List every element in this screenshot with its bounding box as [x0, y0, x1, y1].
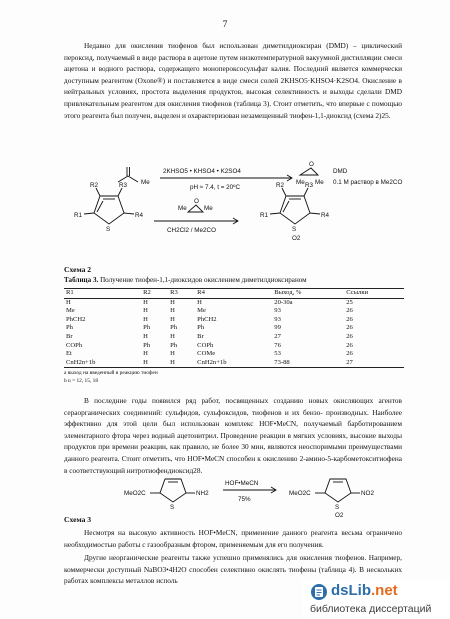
table-cell: H [170, 307, 175, 315]
table-cell: H [197, 298, 202, 306]
table-cell: 25 [346, 298, 353, 306]
table-cell: 20-30a [274, 298, 293, 306]
table-cell: H [143, 307, 148, 315]
watermark-subtitle: библиотека диссертаций [310, 603, 432, 615]
paragraph-dmd-intro-text: Недавно для окисления тиофенов был использован диметилдиоксиран (DMD) – циклический пероксид, получаемый в виде раствора в ацетоне путем низкотемпературной вакуумной дистилляции смеси ацетона и водного раствора, содержащего монопероксосульфат калия. Последний является коммерчески доступным реагентом (Oxone®) и поставляется в виде смеси солей 2KHSO5·KHSO4·K2SO4. Окисление в нейтральных условиях, простота выделения продуктов, высокая селективность и выходы сделали DMD привлекательным реагентом для окисления тиофенов (таблица 3). Стоит отметить, что впервые с помощью этого реагента был получен, выделен и охарактеризован незамещенный тиофен-1,1-диоксид (схема 2)25. [64, 41, 402, 120]
table-cell: PhCH2 [66, 315, 86, 323]
table-cell: 26 [346, 332, 353, 340]
col-header-r1: R1 [64, 289, 141, 299]
left-r2-label: R2 [90, 182, 99, 189]
watermark-title[interactable] [331, 582, 398, 599]
dmd-me2-label: Me [315, 179, 324, 186]
table-note-a: a выход на введенный в реакцию тиофен [64, 370, 158, 376]
second-conditions-label: CH2Cl2 / Me2CO [167, 227, 216, 234]
paragraph-hof-mecn-text: В последние годы появился ряд работ, посвященных созданию новых окисляющих агентов сераорганических соединений: сульфидов, сульфоксидов, тиофенов и их бензо- производных. Наиболее эффективно для этой цели был использован комплекс HOF•MeCN, получаемый барботированием элементарного фтора через водный ацетонитрил. Проведение реакции в мягких условиях, высокие выходы продуктов при времени реакции, как правило, не более 30 мин, являются неоспоримыми преимуществами данного реагента. Стоит отметить, что HOF•MeCN способен к окислению 2-амино-5-карбометокситиофена в соответствующий нитротиофендиоксид28. [64, 396, 402, 475]
table-cell: H [170, 298, 175, 306]
table-cell: Ph [197, 324, 205, 332]
right-ester-label: MeO2C [289, 490, 311, 497]
table-cell: H [143, 332, 148, 340]
table-cell: PhCH2 [197, 315, 217, 323]
col-header-yield: Выход, % [272, 289, 344, 299]
table-cell: 27 [344, 359, 404, 368]
paragraph-hof-limits [64, 527, 402, 550]
paragraph-hof-limits-text: Несмотря на высокую активность HOF•MeCN, применение данного реагента весьма ограничено необходимостью работы с газообразным фтором, применяемым для его получения. [64, 528, 402, 549]
right-o2-label: O2 [335, 512, 344, 519]
table-cell: 26 [346, 307, 353, 315]
left-r3-label: R3 [119, 182, 128, 189]
amino-group-label: NH2 [196, 490, 209, 497]
table-cell: Ph [143, 341, 151, 349]
table-cell: H [170, 315, 175, 323]
dmd-ring-o-label: O [309, 161, 314, 168]
table-note-b: b n = 12, 15, 18 [64, 378, 99, 384]
table-cell: Ph [170, 324, 178, 332]
table-cell: Et [66, 350, 72, 358]
right-r3-label: R3 [305, 182, 314, 189]
col-header-r4: R4 [195, 289, 272, 299]
table-cell: 26 [346, 341, 353, 349]
dslib-logo-icon [310, 583, 328, 601]
dmd-me1-label: Me [296, 179, 305, 186]
table-cell: CnH2n+1b [64, 359, 141, 368]
left-ester-label: MeO2C [124, 490, 146, 497]
second-reagent-me1-label: Me [178, 205, 187, 212]
table-3-caption-text: Получение тиофен-1,1-диоксидов окислением диметилдиоксираном [100, 276, 307, 284]
table-cell: 93 [274, 315, 281, 323]
table-cell: 73-88 [272, 359, 344, 368]
table-cell: Br [66, 332, 73, 340]
table-cell: 53 [274, 350, 281, 358]
table-cell: Me [66, 307, 75, 315]
table-cell: 76 [274, 341, 281, 349]
right-r4-label: R4 [321, 212, 330, 219]
col-header-refs: Ссылки [344, 289, 404, 299]
oxone-conditions-label: pH ≈ 7.4, t = 20ºC [190, 184, 241, 191]
hof-reagent-label: HOF•MeCN [225, 480, 259, 487]
scheme-2-label: Схема 2 [64, 265, 92, 274]
scheme-3-yield-label: 75% [238, 496, 251, 503]
table-cell: 26 [346, 324, 353, 332]
left-sulfur-label: S [170, 504, 175, 511]
acetone-me-label: Me [141, 179, 150, 186]
table-cell: CnH2n+1b [195, 359, 272, 368]
table-cell: 99 [274, 324, 281, 332]
table-cell: H [143, 315, 148, 323]
right-r2-label: R2 [276, 182, 285, 189]
oxone-reagent-label: 2KHSO5 • KHSO4 • K2SO4 [163, 168, 241, 175]
table-cell: Ph [66, 324, 73, 332]
scheme-3-label: Схема 3 [64, 515, 92, 524]
table-cell: H [66, 298, 71, 306]
right-sulfur-label: S [335, 504, 340, 511]
second-reagent-me2-label: Me [204, 205, 213, 212]
table-cell: H [170, 332, 175, 340]
table-cell: COMe [197, 350, 216, 358]
dmd-solution-label: 0.1 М раствор в Me2CO [333, 179, 403, 186]
table-cell: H [170, 350, 175, 358]
table-cell: Me [197, 307, 206, 315]
table-cell: 26 [346, 350, 353, 358]
page-number: 7 [222, 20, 228, 30]
table-cell: 27 [274, 332, 281, 340]
table-cell: H [143, 298, 148, 306]
table-cell: COPh [197, 341, 214, 349]
right-o2-label: O2 [292, 235, 301, 242]
col-header-r2: R2 [141, 289, 168, 299]
left-sulfur-label: S [106, 226, 111, 233]
paragraph-inorganic-text: Другие неорганические реагенты также успешно применялись для окисления тиофенов. Например, коммерчески доступный NaBO3•4H2O способен селективно окислять тиофены (таблица 4). В нескольких работах комплексы металлов исполь [64, 553, 402, 586]
dmd-label: DMD [333, 168, 348, 175]
table-cell: Ph [143, 324, 151, 332]
watermark-title-main: dsLib [331, 582, 371, 599]
nitro-group-label: NO2 [361, 490, 374, 497]
col-header-r3: R3 [168, 289, 195, 299]
table-cell: H [141, 359, 168, 368]
second-ring-o-label: O [194, 198, 199, 205]
left-r1-label: R1 [74, 212, 83, 219]
table-cell: Ph [170, 341, 178, 349]
table-cell: Br [197, 332, 204, 340]
table-cell: H [143, 350, 148, 358]
right-sulfur-label: S [292, 226, 297, 233]
left-r4-label: R4 [135, 212, 144, 219]
watermark-title-suffix: .net [371, 582, 398, 599]
table-cell: H [168, 359, 195, 368]
table-cell: COPh [66, 341, 83, 349]
table-cell: 26 [346, 315, 353, 323]
table-3-caption-label: Таблица 3. [64, 276, 99, 284]
right-r1-label: R1 [260, 212, 269, 219]
table-cell: 93 [274, 307, 281, 315]
